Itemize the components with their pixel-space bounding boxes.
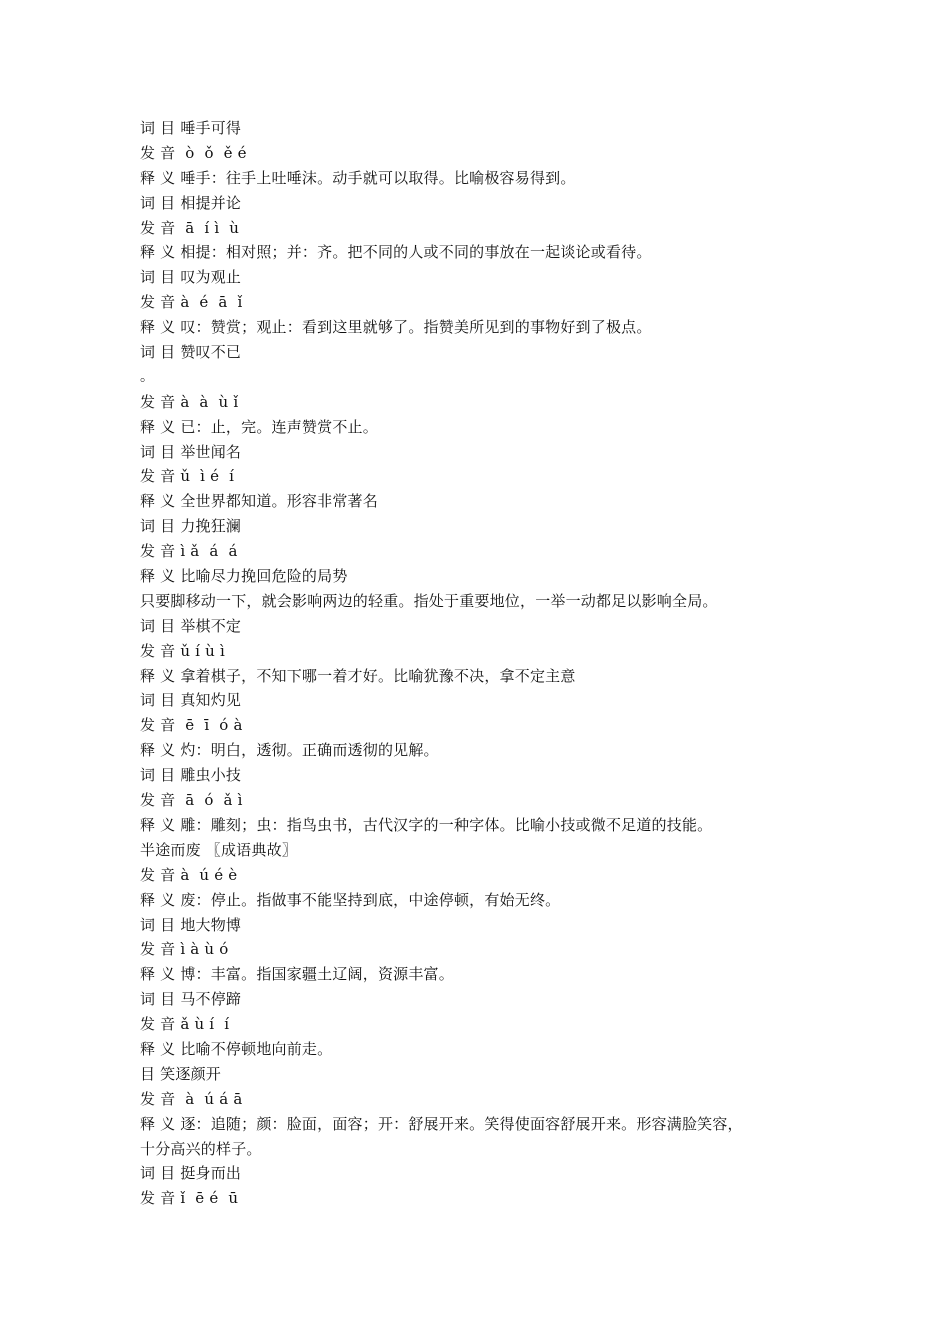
pronunciation-line: 发 音 ā ó ǎ ì [140,791,243,810]
definition-continuation-line: 十分高兴的样子。 [140,1139,262,1158]
pronunciation-line: 发 音 à ú á ā [140,1089,243,1108]
definition-line: 释 义 已：止，完。连声赞赏不止。 [140,417,378,436]
entry-heading-line: 词 目 地大物博 [140,915,242,934]
definition-line: 释 义 全世界都知道。形容非常著名 [140,492,378,511]
pronunciation-line: 发 音 ǔ í ù ì [140,641,225,660]
definition-line: 释 义 灼：明白，透彻。正确而透彻的见解。 [140,741,439,760]
pronunciation-line: 发 音 ǎ ù í í [140,1015,230,1034]
body-text-line: 只要脚移动一下，就会影响两边的轻重。指处于重要地位，一举一动都足以影响全局。 [140,591,718,610]
entry-heading-line: 词 目 举棋不定 [140,616,242,635]
definition-line: 释 义 雕：雕刻；虫：指鸟虫书，古代汉字的一种字体。比喻小技或微不足道的技能。 [140,815,713,834]
pronunciation-line: 发 音 ē ī ó à [140,716,243,735]
entry-heading-line: 词 目 力挽狂澜 [140,517,242,536]
pronunciation-line: 发 音 à à ù ǐ [140,392,239,411]
definition-line: 释 义 叹：赞赏；观止：看到这里就够了。指赞美所见到的事物好到了极点。 [140,318,652,337]
entry-heading-line: 词 目 叹为观止 [140,268,242,287]
definition-line: 释 义 比喻不停顿地向前走。 [140,1039,333,1058]
definition-line: 释 义 博：丰富。指国家疆土辽阔，资源丰富。 [140,965,454,984]
definition-line: 释 义 拿着棋子，不知下哪一着才好。比喻犹豫不决，拿不定主意 [140,666,576,685]
entry-heading-line: 词 目 相提并论 [140,193,242,212]
stray-punctuation-line: 。 [140,368,155,385]
entry-heading-line: 词 目 雕虫小技 [140,766,242,785]
definition-line: 释 义 相提：相对照；并：齐。把不同的人或不同的事放在一起谈论或看待。 [140,243,652,262]
definition-line: 释 义 比喻尽力挽回危险的局势 [140,567,348,586]
entry-heading-line: 目 笑逐颜开 [140,1064,221,1083]
pronunciation-line: 发 音 ǐ ē é ū [140,1189,239,1208]
pronunciation-line: 发 音 à é ā ǐ [140,293,243,312]
pronunciation-line: 发 音 ǔ ì é í [140,467,235,486]
entry-heading-line: 词 目 唾手可得 [140,119,242,137]
entry-heading-line: 半途而废 〖成语典故〗 [140,840,297,859]
pronunciation-line: 发 音 ò ǒ ě é [140,143,247,162]
definition-line: 释 义 废：停止。指做事不能坚持到底，中途停顿，有始无终。 [140,890,561,909]
idiom-glossary [140,116,830,1211]
pronunciation-line: 发 音 ì ǎ á á [140,542,238,561]
entry-heading-line: 词 目 马不停蹄 [140,990,242,1009]
entry-heading-line: 词 目 赞叹不已 [140,343,242,362]
definition-line: 释 义 唾手：往手上吐唾沫。动手就可以取得。比喻极容易得到。 [140,168,576,187]
definition-line: 释 义 逐：追随；颜：脸面，面容；开：舒展开来。笑得使面容舒展开来。形容满脸笑容， [140,1114,743,1133]
entry-heading-line: 词 目 挺身而出 [140,1164,242,1183]
pronunciation-line: 发 音 à ú é è [140,865,238,884]
entry-heading-line: 词 目 真知灼见 [140,691,242,710]
pronunciation-line: 发 音 ā í ì ù [140,218,240,237]
pronunciation-line: 发 音 ì à ù ó [140,940,229,959]
entry-heading-line: 词 目 举世闻名 [140,442,242,461]
